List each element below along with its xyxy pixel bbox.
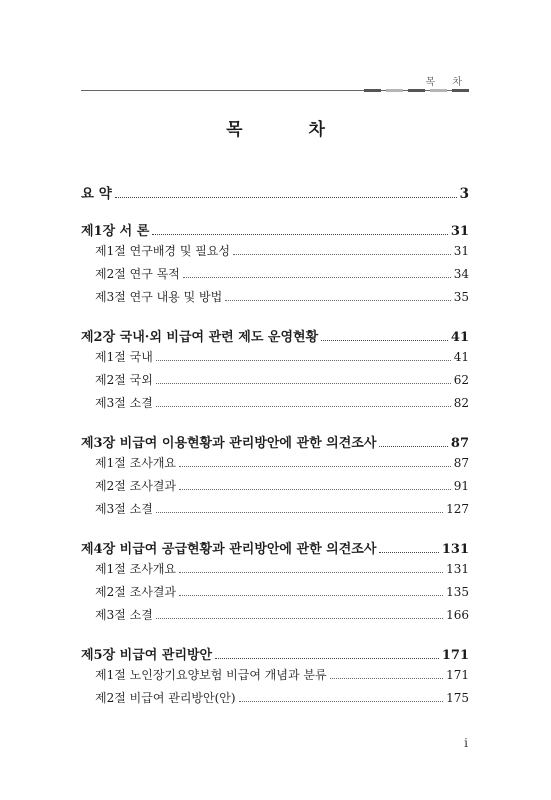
leader-dots: [379, 543, 438, 553]
toc-section[interactable]: [81, 689, 469, 712]
header-bars: [364, 89, 469, 92]
toc-page: 34: [453, 267, 469, 281]
toc-label: 제4장 비급여 공급현황과 관리방안에 관한 의견조사: [81, 542, 377, 557]
leader-dots: [152, 225, 448, 235]
toc-page: 82: [453, 396, 469, 410]
leader-dots: [330, 670, 444, 679]
toc-page: 135: [446, 585, 469, 599]
toc-section[interactable]: [81, 394, 469, 417]
toc-page: 91: [453, 479, 469, 493]
toc-page: 31: [453, 244, 469, 258]
toc-label: 제3장 비급여 이용현황과 관리방안에 관한 의견조사: [81, 436, 377, 451]
toc-page: 87: [450, 436, 469, 451]
header-bar: [452, 89, 469, 92]
toc-section[interactable]: [81, 500, 469, 523]
toc-page: 166: [446, 608, 469, 622]
leader-dots: [233, 246, 451, 255]
toc-page: 35: [453, 290, 469, 304]
header-bar: [408, 89, 425, 92]
toc-page: 41: [453, 350, 469, 364]
leader-dots: [156, 398, 451, 407]
toc-section[interactable]: [81, 265, 469, 288]
toc-section[interactable]: [81, 371, 469, 394]
header-bar: [364, 89, 381, 92]
toc-label: 제3절 소결: [95, 396, 153, 410]
leader-dots: [156, 352, 451, 361]
toc-chapter[interactable]: [81, 432, 469, 454]
toc-section[interactable]: [81, 348, 469, 371]
toc-section[interactable]: [81, 242, 469, 265]
toc-chapter[interactable]: [81, 326, 469, 348]
leader-dots: [183, 269, 451, 278]
toc-page: 3: [459, 186, 469, 202]
toc-page: 175: [446, 691, 469, 705]
leader-dots: [179, 458, 451, 467]
toc-page: 131: [441, 542, 469, 557]
leader-dots: [215, 649, 439, 659]
toc-chapter[interactable]: [81, 220, 469, 242]
toc-label: 제2절 조사결과: [95, 479, 177, 493]
toc-page: 31: [450, 224, 469, 239]
page-title: 목 차: [226, 120, 355, 140]
toc-label: 요 약: [81, 186, 112, 202]
leader-dots: [225, 292, 450, 301]
toc-page: 131: [446, 562, 469, 576]
toc-section[interactable]: [81, 583, 469, 606]
toc-page: 62: [453, 373, 469, 387]
toc-section[interactable]: [81, 454, 469, 477]
toc-chapter[interactable]: [81, 644, 469, 666]
table-of-contents: [81, 182, 469, 712]
leader-dots: [179, 481, 451, 490]
toc-page: 127: [446, 502, 469, 516]
toc-label: 제2절 국외: [95, 373, 153, 387]
toc-label: 제2절 조사결과: [95, 585, 177, 599]
toc-label: 제2장 국내·외 비급여 관련 제도 운영현황: [81, 330, 319, 345]
toc-section[interactable]: [81, 288, 469, 311]
toc-chapter[interactable]: [81, 538, 469, 560]
toc-label: 제2절 비급여 관리방안(안): [95, 691, 236, 705]
leader-dots: [239, 693, 444, 702]
toc-page: 171: [441, 648, 469, 663]
toc-label: 제1절 국내: [95, 350, 153, 364]
toc-page: 171: [446, 668, 469, 682]
toc-section[interactable]: [81, 477, 469, 500]
toc-section[interactable]: [81, 560, 469, 583]
toc-label: 제3절 소결: [95, 502, 153, 516]
toc-page: 87: [453, 456, 469, 470]
toc-label: 제2절 연구 목적: [95, 267, 180, 281]
header-bar: [386, 89, 403, 92]
leader-dots: [156, 504, 443, 513]
toc-label: 제1절 노인장기요양보험 비급여 개념과 분류: [95, 668, 327, 682]
page-number: i: [464, 736, 468, 750]
leader-dots: [179, 587, 443, 596]
toc-label: 제1절 조사개요: [95, 562, 177, 576]
toc-section[interactable]: [81, 666, 469, 689]
leader-dots: [156, 610, 443, 619]
leader-dots: [379, 437, 448, 447]
toc-label: 제3절 연구 내용 및 방법: [95, 290, 223, 304]
toc-label: 제5장 비급여 관리방안: [81, 648, 213, 663]
toc-page: 41: [450, 330, 469, 345]
toc-label: 제1절 연구배경 및 필요성: [95, 244, 230, 258]
toc-section[interactable]: [81, 606, 469, 629]
toc-label: 제3절 소결: [95, 608, 153, 622]
toc-summary[interactable]: [81, 182, 469, 204]
running-title: 목 차: [425, 77, 469, 88]
header-bar: [430, 89, 447, 92]
leader-dots: [321, 331, 448, 341]
toc-label: 제1절 조사개요: [95, 456, 177, 470]
leader-dots: [179, 564, 443, 573]
toc-label: 제1장 서 론: [81, 224, 150, 239]
leader-dots: [115, 188, 457, 198]
leader-dots: [156, 375, 451, 384]
